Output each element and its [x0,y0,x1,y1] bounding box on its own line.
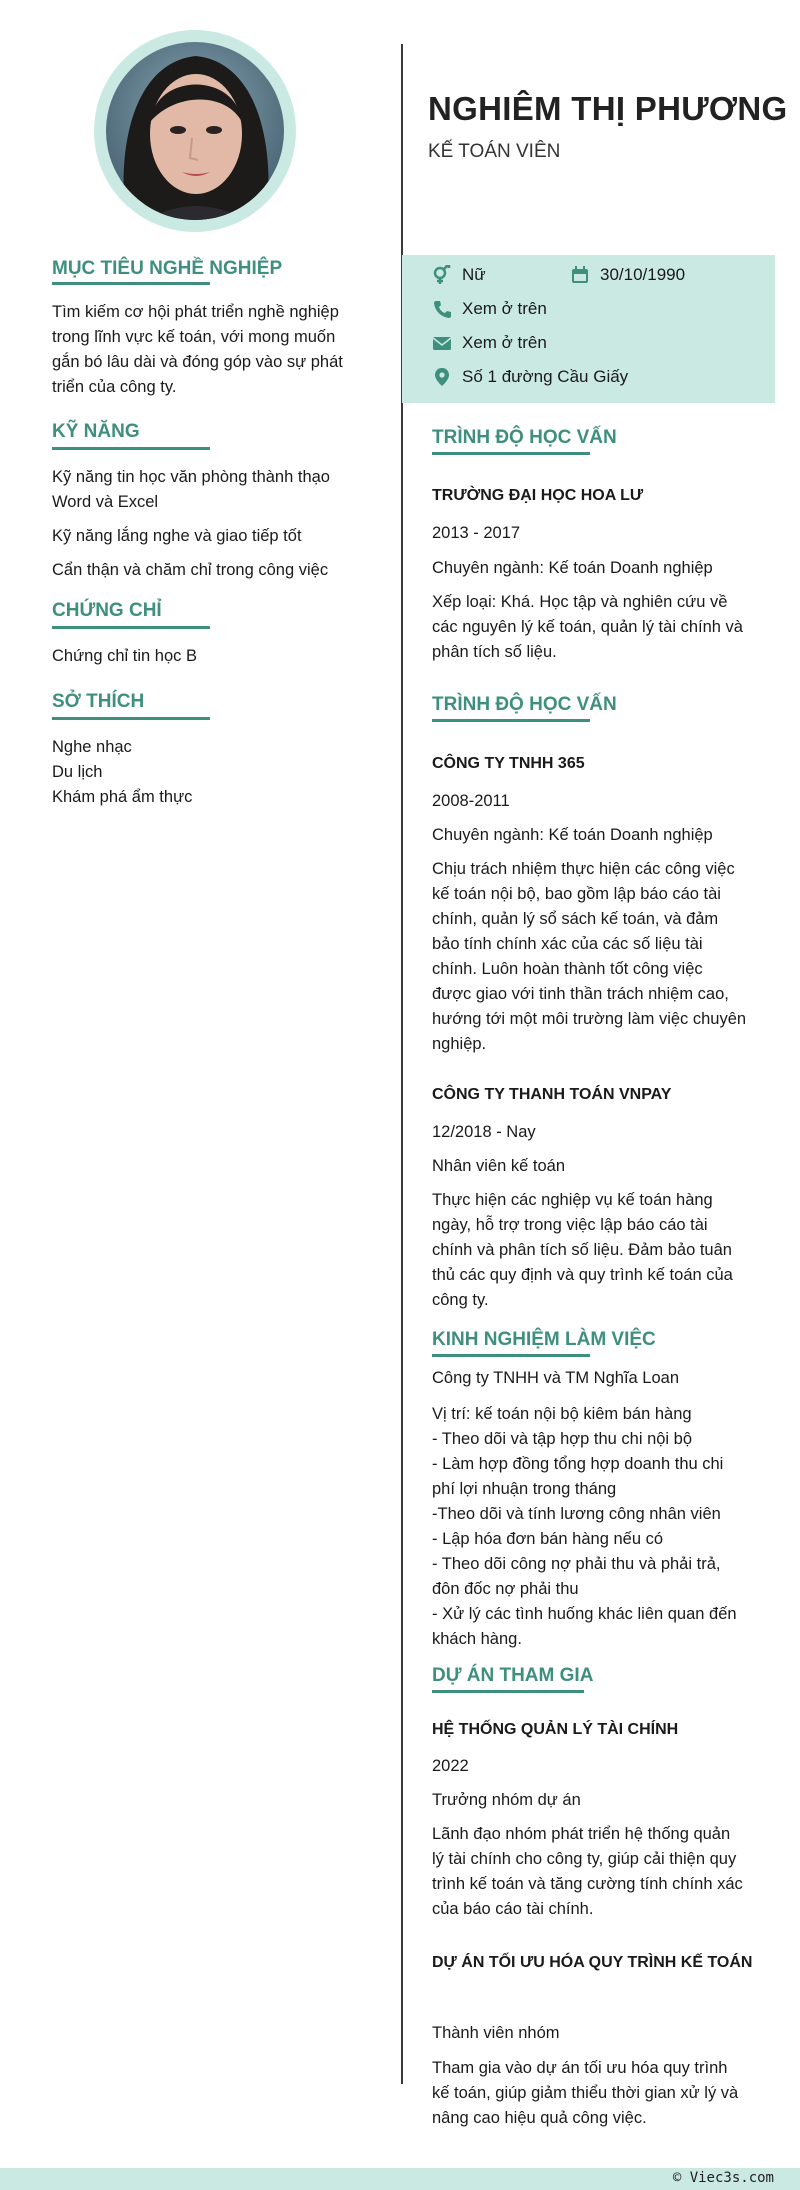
skills-item: Cẩn thận và chăm chỉ trong công việc [52,561,329,579]
gender-icon [432,265,452,285]
skills-underline [52,447,210,450]
hobby-item: Du lịch [52,763,103,781]
school-description: Xếp loại: Khá. Học tập và nghiên cứu về các nguyên lý kế toán, quản lý tài chính và phân tích số liệu. [432,593,743,661]
objective-text: Tìm kiếm cơ hội phát triển nghề nghiệp trong lĩnh vực kế toán, với mong muốn gắn bó lâu dài và đóng góp vào sự phát triển của công ty. [52,303,343,396]
contact-gender: Nữ [432,265,486,285]
project-year: 2022 [432,1757,469,1775]
hobbies-heading: SỞ THÍCH [52,691,145,712]
job-title: KẾ TOÁN VIÊN [428,141,561,162]
certs-underline [52,626,210,629]
footer-credit: © Viec3s.com [672,2170,774,2186]
mail-icon [432,333,452,353]
education2-heading: TRÌNH ĐỘ HỌC VẤN [432,694,617,715]
candidate-name: NGHIÊM THỊ PHƯƠNG [428,90,788,127]
hobby-item: Khám phá ẩm thực [52,788,193,806]
hobbies-underline [52,717,210,720]
contact-panel [402,255,775,403]
contact-email: Xem ở trên [432,333,547,353]
company-years: 12/2018 - Nay [432,1123,536,1141]
company-name: CÔNG TY TNHH 365 [432,755,585,772]
footer-band [0,2168,800,2190]
project-description: Tham gia vào dự án tối ưu hóa quy trình kế toán, giúp giảm thiểu thời gian xử lý và nâng cao hiệu quả công việc. [432,2059,739,2127]
project-name: DỰ ÁN TỐI ƯU HÓA QUY TRÌNH KẾ TOÁN [432,1954,753,1971]
company-description: Thực hiện các nghiệp vụ kế toán hàng ngày, hỗ trợ trong việc lập báo cáo tài chính và phân tích số liệu. Đảm bảo tuân thủ các quy định và quy trình kế toán của công ty. [432,1191,733,1309]
experience-details: Vị trí: kế toán nội bộ kiêm bán hàng - Theo dõi và tập hợp thu chi nội bộ - Làm hợp đồng tổng hợp doanh thu chi phí lợi nhuận trong tháng -Theo dõi và tính lương công nhân viên - Lập hóa đơn bán hàng nếu có - Theo dõi công nợ phải thu và phải trả, đôn đốc nợ phải thu - Xử lý các tình huống khác liên quan đến khách hàng. [432,1405,737,1648]
school-name: TRƯỜNG ĐẠI HỌC HOA LƯ [432,487,644,504]
contact-address: Số 1 đường Cầu Giấy [432,367,628,387]
company-role: Chuyên ngành: Kế toán Doanh nghiệp [432,826,713,844]
education-underline [432,452,590,455]
school-years: 2013 - 2017 [432,524,521,542]
experience-heading: KINH NGHIỆM LÀM VIỆC [432,1329,656,1350]
experience-underline [432,1354,590,1357]
calendar-icon [570,265,590,285]
objective-underline [52,282,210,285]
contact-phone: Xem ở trên [432,299,547,319]
projects-heading: DỰ ÁN THAM GIA [432,1665,594,1686]
projects-underline [432,1690,584,1693]
project-name: HỆ THỐNG QUẢN LÝ TÀI CHÍNH [432,1721,679,1738]
hobby-item: Nghe nhạc [52,738,132,756]
project-role: Trưởng nhóm dự án [432,1791,581,1809]
company-name: CÔNG TY THANH TOÁN VNPAY [432,1086,672,1103]
hobbies-list [52,735,192,810]
project-description: Lãnh đạo nhóm phát triển hệ thống quản lý tài chính cho công ty, giúp cải thiện quy trình kế toán và tăng cường tính chính xác của báo cáo tài chính. [432,1825,743,1918]
contact-birthdate: 30/10/1990 [570,265,685,285]
avatar [106,42,284,220]
school-major: Chuyên ngành: Kế toán Doanh nghiệp [432,559,713,577]
company-years: 2008-2011 [432,792,510,810]
cert-item: Chứng chỉ tin học B [52,647,197,665]
project-role: Thành viên nhóm [432,2024,560,2042]
company-role: Nhân viên kế toán [432,1157,566,1175]
avatar-ring [94,30,296,232]
avatar-photo [106,42,284,220]
experience-company: Công ty TNHH và TM Nghĩa Loan [432,1369,680,1387]
objective-heading: MỤC TIÊU NGHỀ NGHIỆP [52,258,283,279]
skills-item: Kỹ năng lắng nghe và giao tiếp tốt [52,527,302,545]
phone-icon [432,299,452,319]
skills-item: Kỹ năng tin học văn phòng thành thạo Word và Excel [52,468,330,511]
certs-heading: CHỨNG CHỈ [52,600,162,621]
education2-underline [432,719,590,722]
location-pin-icon [432,367,452,387]
skills-heading: KỸ NĂNG [52,421,140,442]
education-heading: TRÌNH ĐỘ HỌC VẤN [432,427,617,448]
company-description: Chịu trách nhiệm thực hiện các công việc kế toán nội bộ, bao gồm lập báo cáo tài chính, quản lý sổ sách kế toán, và đảm bảo tính chính xác của các số liệu tài chính. Luôn hoàn thành tốt công việc được giao với tinh thần trách nhiệm cao, hướng tới một môi trường làm việc chuyên nghiệp. [432,860,747,1053]
